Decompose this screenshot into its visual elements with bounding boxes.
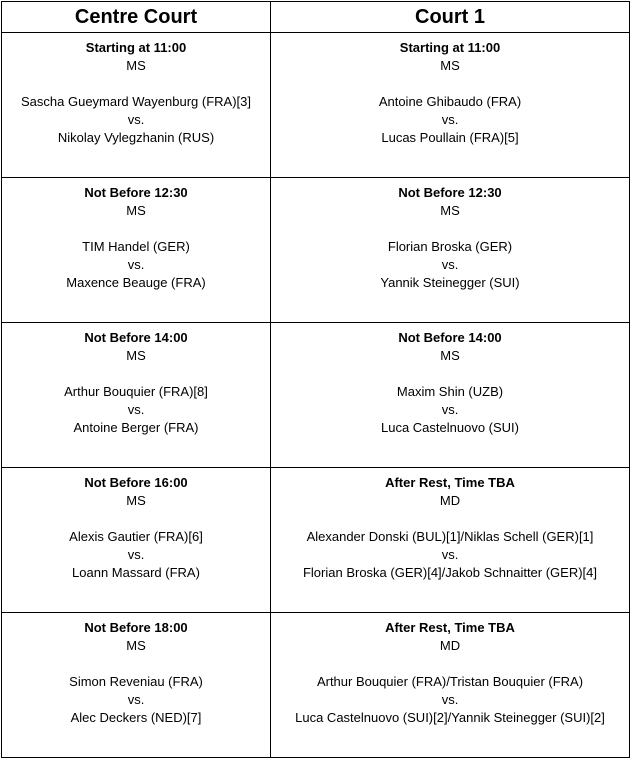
player-one: Florian Broska (GER) [387, 239, 513, 254]
match-event: MS [126, 348, 146, 363]
player-two: Yannik Steinegger (SUI) [380, 275, 520, 290]
match-event: MS [440, 58, 460, 73]
header-row [2, 2, 630, 33]
schedule-row [2, 323, 630, 468]
player-two: Maxence Beauge (FRA) [66, 275, 206, 290]
player-one: Arthur Bouquier (FRA)[8] [64, 384, 208, 399]
match-event: MS [126, 493, 146, 508]
match-time: After Rest, Time TBA [385, 620, 515, 635]
player-one: Simon Reveniau (FRA) [69, 674, 203, 689]
player-one: Antoine Ghibaudo (FRA) [378, 94, 522, 109]
match-time: Not Before 16:00 [84, 475, 188, 490]
match-time: Not Before 12:30 [84, 185, 188, 200]
match-event: MS [440, 348, 460, 363]
spacer [271, 365, 629, 383]
match-cell [271, 613, 630, 758]
court-header-court1: Court 1 [271, 2, 630, 33]
spacer [2, 655, 270, 673]
match-time: Not Before 12:30 [398, 185, 502, 200]
match-cell [271, 468, 630, 613]
match-event: MS [126, 638, 146, 653]
match-cell [271, 178, 630, 323]
spacer [271, 220, 629, 238]
match-cell [2, 323, 271, 468]
player-one: Alexis Gautier (FRA)[6] [69, 529, 203, 544]
match-cell [2, 613, 271, 758]
versus-label: vs. [441, 547, 459, 562]
versus-label: vs. [441, 692, 459, 707]
versus-label: vs. [127, 547, 145, 562]
player-two: Loann Massard (FRA) [72, 565, 200, 580]
spacer [2, 510, 270, 528]
player-one: Arthur Bouquier (FRA)/Tristan Bouquier (FRA) [316, 674, 584, 689]
match-cell [271, 33, 630, 178]
versus-label: vs. [127, 692, 145, 707]
match-time: After Rest, Time TBA [385, 475, 515, 490]
match-event: MD [439, 493, 461, 508]
versus-label: vs. [127, 112, 145, 127]
spacer [271, 655, 629, 673]
player-one: Maxim Shin (UZB) [396, 384, 504, 399]
player-one: Sascha Gueymard Wayenburg (FRA)[3] [21, 94, 251, 109]
schedule-row [2, 468, 630, 613]
court-header-centre: Centre Court [2, 2, 271, 33]
match-event: MD [439, 638, 461, 653]
match-event: MS [126, 203, 146, 218]
schedule-row [2, 613, 630, 758]
match-event: MS [126, 58, 146, 73]
match-cell [271, 323, 630, 468]
spacer [2, 75, 270, 93]
spacer [271, 75, 629, 93]
versus-label: vs. [127, 402, 145, 417]
player-two: Luca Castelnuovo (SUI)[2]/Yannik Steinegger (SUI)[2] [295, 710, 605, 725]
match-cell [2, 178, 271, 323]
player-one: TIM Handel (GER) [82, 239, 190, 254]
player-two: Lucas Poullain (FRA)[5] [381, 130, 519, 145]
schedule-row [2, 178, 630, 323]
match-time: Not Before 14:00 [84, 330, 188, 345]
match-time: Not Before 14:00 [398, 330, 502, 345]
versus-label: vs. [441, 112, 459, 127]
match-time: Starting at 11:00 [85, 40, 187, 55]
match-cell [2, 468, 271, 613]
player-two: Alec Deckers (NED)[7] [70, 710, 202, 725]
match-event: MS [440, 203, 460, 218]
player-two: Florian Broska (GER)[4]/Jakob Schnaitter (GER)[4] [302, 565, 598, 580]
schedule-body [2, 33, 630, 758]
spacer [271, 510, 629, 528]
versus-label: vs. [441, 257, 459, 272]
match-cell [2, 33, 271, 178]
player-one: Alexander Donski (BUL)[1]/Niklas Schell (GER)[1] [306, 529, 594, 544]
match-time: Starting at 11:00 [399, 40, 501, 55]
order-of-play-table [1, 1, 630, 758]
player-two: Nikolay Vylegzhanin (RUS) [57, 130, 215, 145]
spacer [2, 220, 270, 238]
versus-label: vs. [441, 402, 459, 417]
player-two: Antoine Berger (FRA) [73, 420, 199, 435]
schedule-row [2, 33, 630, 178]
match-time: Not Before 18:00 [84, 620, 188, 635]
spacer [2, 365, 270, 383]
versus-label: vs. [127, 257, 145, 272]
player-two: Luca Castelnuovo (SUI) [380, 420, 519, 435]
